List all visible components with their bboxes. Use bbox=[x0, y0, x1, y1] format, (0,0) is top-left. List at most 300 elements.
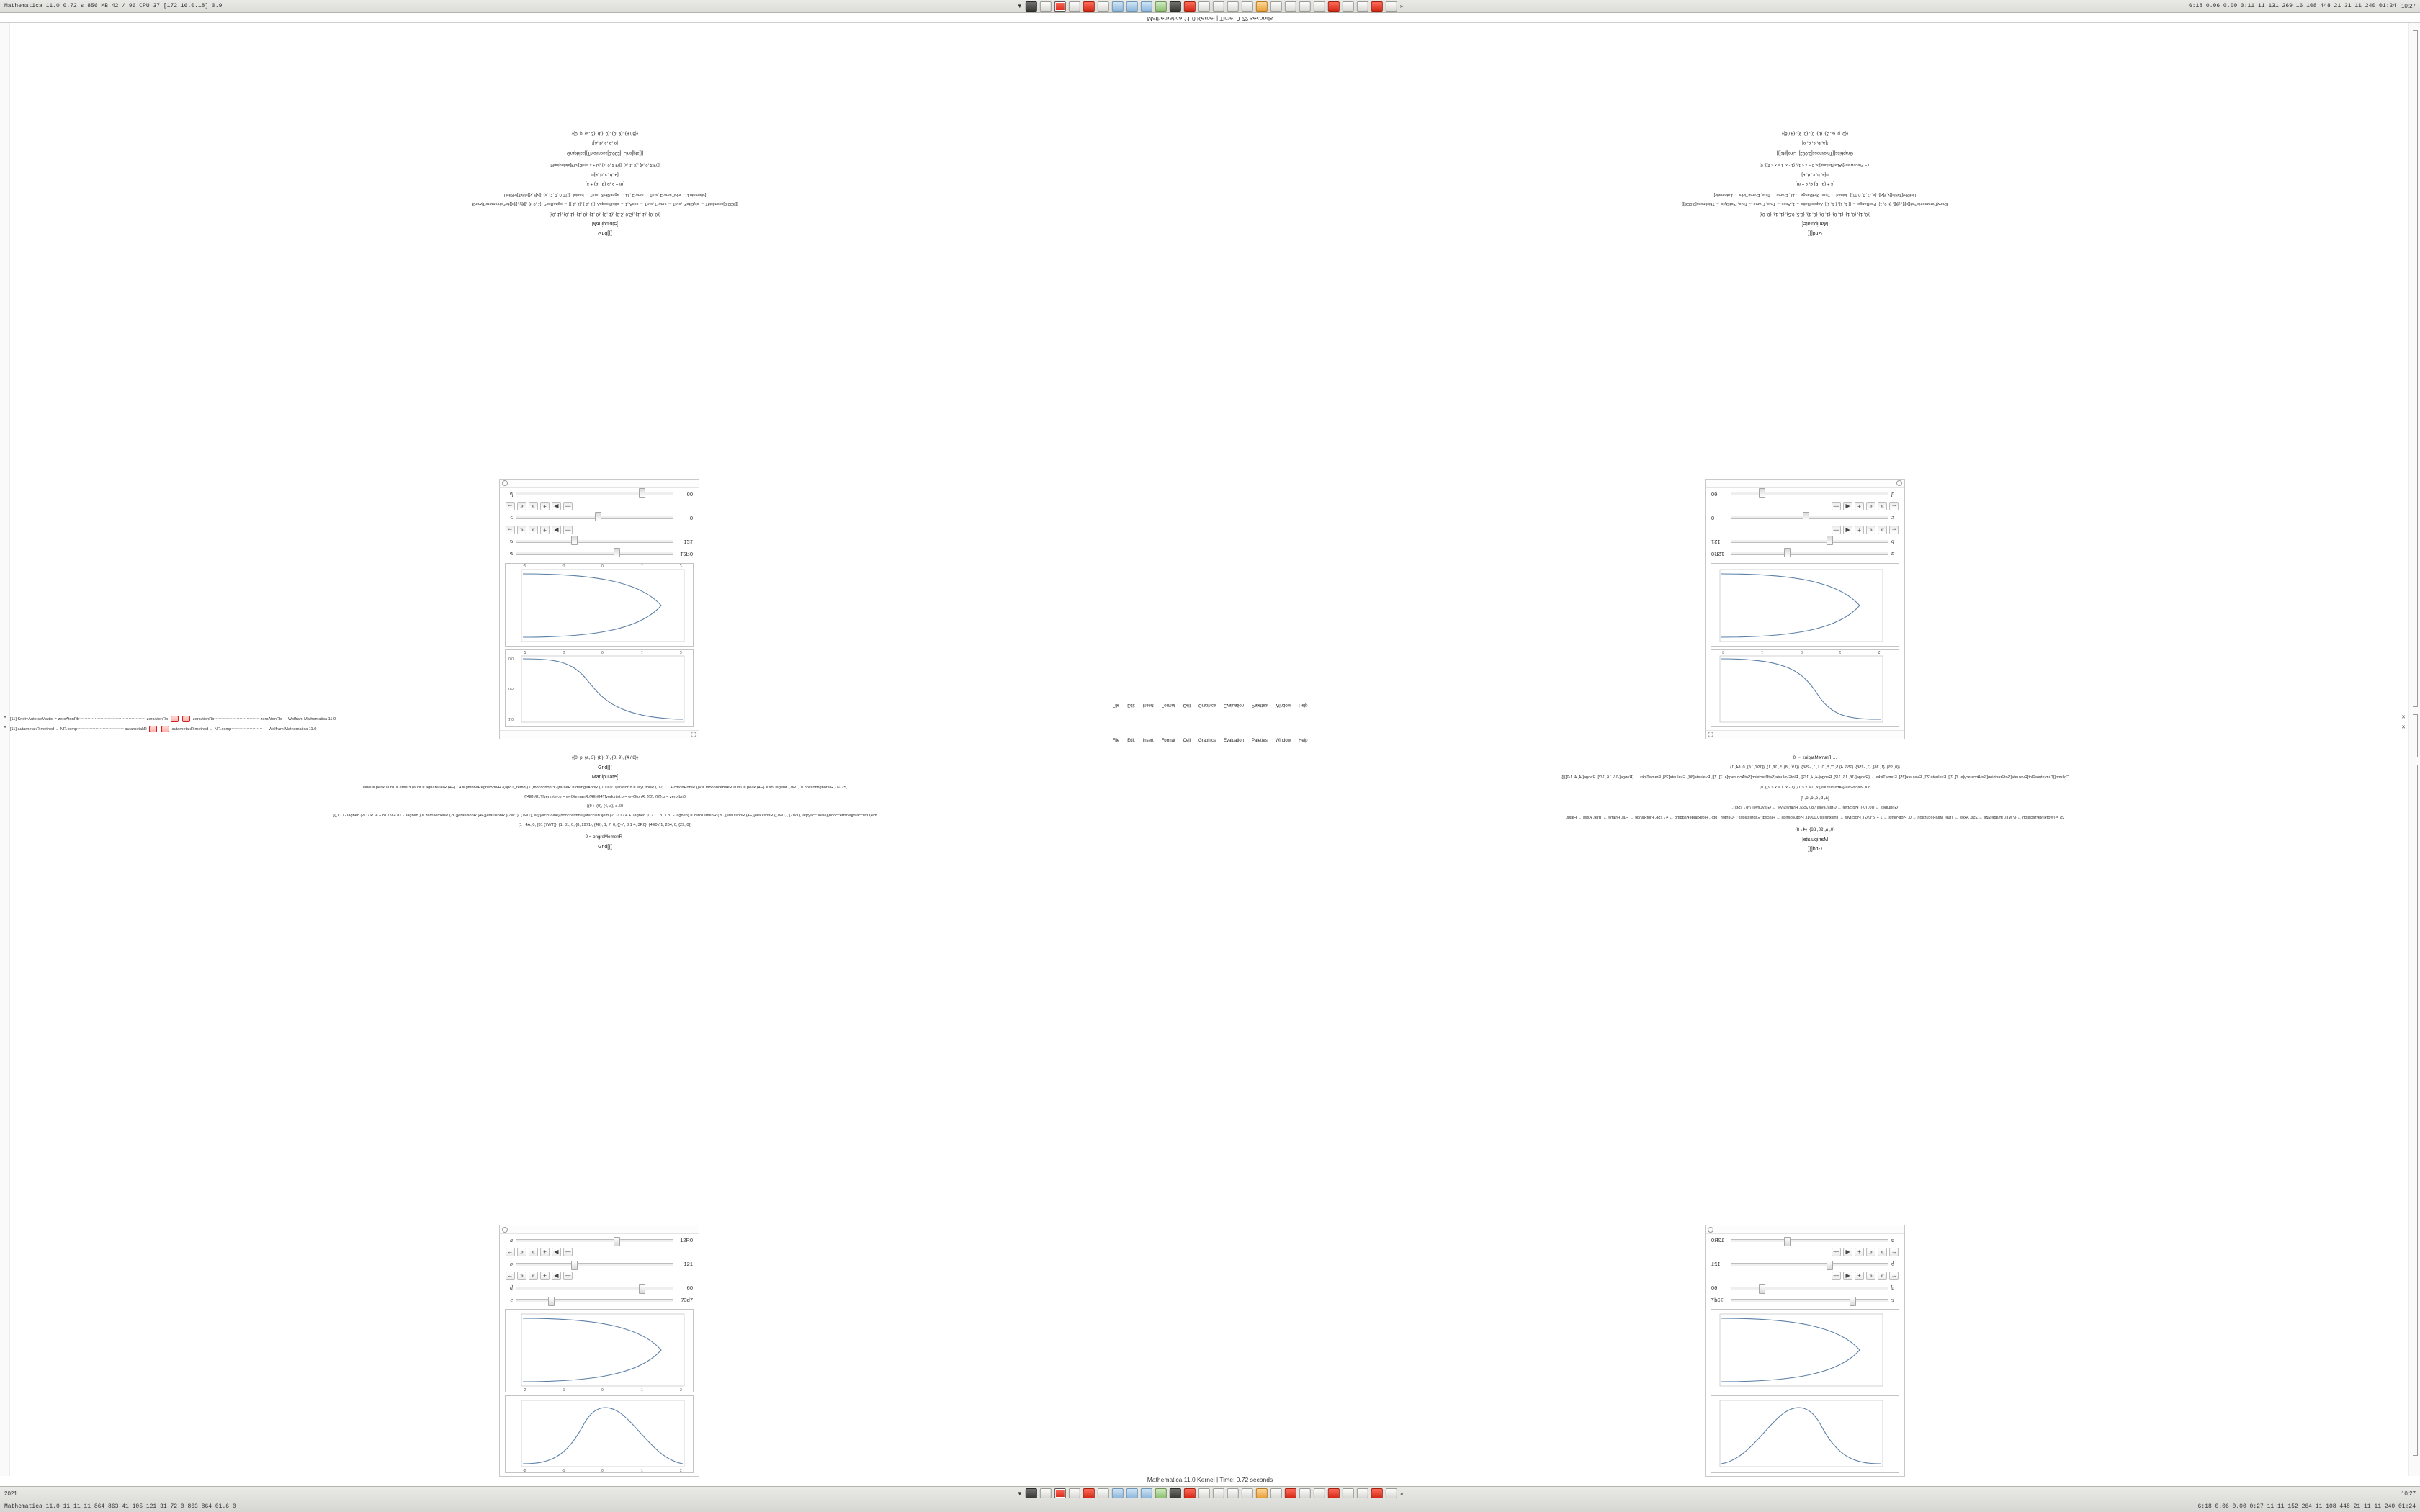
taskbar-b-app-music[interactable] bbox=[1242, 1488, 1253, 1498]
control-value-d: 60 bbox=[1711, 491, 1718, 498]
taskbar-app-net[interactable] bbox=[1256, 1, 1268, 12]
button-fast-forward[interactable]: » bbox=[1878, 526, 1887, 534]
message-row-1[interactable] bbox=[10, 716, 2407, 725]
code-line-3-tr: Show[ParametricPlot[{x[t], y[t]}, {t, 0, 1}, PlotRange → {{-1, 1}, {-1, 1}}, AspectRatio → 1, Axes → True, Frame → True, PlotStyle → Thickness[0.003]]] bbox=[1682, 202, 1948, 206]
code-line-9: Manipulate[Plot[Sin[a x + b], {x, 0, 2 Pi}], {a, 1, 5}, {b, 0, 2 Pi}] bbox=[550, 163, 660, 167]
menubar-bottom[interactable] bbox=[1113, 739, 1308, 743]
quadrant-bottom-left[interactable] bbox=[0, 750, 1210, 1477]
taskbar-app-recorder[interactable] bbox=[1054, 1, 1066, 12]
message-row-2[interactable] bbox=[10, 726, 2407, 735]
button-back[interactable]: ← bbox=[506, 526, 515, 534]
taskbar-app-mail[interactable] bbox=[1098, 1, 1109, 12]
manipulate-panel-br[interactable] bbox=[1705, 1225, 1905, 1477]
slider-a[interactable] bbox=[516, 553, 673, 556]
control-label-a: a bbox=[1891, 1237, 1894, 1243]
button-play-2[interactable]: ◀ bbox=[552, 1272, 561, 1280]
control-label-b: b bbox=[1891, 1261, 1894, 1267]
code-line-7: f[a, b, c, d, e] bbox=[592, 140, 618, 145]
button-fast-back-2[interactable]: « bbox=[1866, 1272, 1876, 1280]
code-line-8: Graphics[{Thickness[0.002], Line[pts]}] bbox=[567, 150, 643, 156]
top-right-status: 6:18 0.06 0.00 0:11 11 131 269 16 108 448 21 31 11 240 01:24 bbox=[2188, 3, 2396, 9]
code-line-13-br: … FrameMargins → 0 bbox=[1793, 755, 1837, 760]
bottom-panel-right bbox=[2401, 1487, 2416, 1500]
top-taskbar[interactable] bbox=[1017, 0, 1403, 12]
control-value-b: 121 bbox=[1711, 1261, 1721, 1267]
svg-text:1: 1 bbox=[641, 563, 643, 567]
manipulate-control-d-tr[interactable] bbox=[1706, 488, 1904, 500]
bottom-status-row bbox=[0, 1500, 2420, 1512]
control-value-a: 12R0 bbox=[680, 1237, 693, 1243]
menu-graphics-b[interactable]: Graphics bbox=[1198, 739, 1216, 743]
menu-file[interactable]: File bbox=[1112, 703, 1120, 707]
button-back[interactable]: ← bbox=[1889, 526, 1899, 534]
taskbar-app-music[interactable] bbox=[1242, 1, 1253, 12]
button-fast-back[interactable]: « bbox=[529, 1248, 538, 1256]
button-fast-back-2[interactable]: « bbox=[529, 1272, 538, 1280]
control-label-d: d bbox=[1891, 491, 1894, 498]
manipulate-panel-bl[interactable] bbox=[499, 1225, 699, 1477]
svg-text:0: 0 bbox=[601, 563, 604, 567]
manipulate-control-c-tr[interactable] bbox=[1706, 512, 1904, 524]
button-fast-forward[interactable]: » bbox=[517, 526, 526, 534]
svg-text:0: 0 bbox=[601, 1388, 604, 1392]
button-fast-forward[interactable]: » bbox=[517, 1248, 526, 1256]
manipulate-buttons-2-bl[interactable] bbox=[500, 1270, 699, 1282]
taskbar-b-app-doc[interactable] bbox=[1314, 1488, 1325, 1498]
manipulate-control-a-tr[interactable] bbox=[1706, 548, 1904, 560]
code-line-25-bl: {1 , 4A, 0, {81 (7WT)}, {1, 81, 0, {8, 2971}, {4E}, 1, 7, 0, {(-)*, 8 1 4, 3R0}, {4E0 / 1, 204, 0, {29, 0}} bbox=[518, 823, 692, 827]
manipulate-footer-tl[interactable] bbox=[500, 480, 699, 488]
close-icon-right-1[interactable]: ✕ bbox=[2401, 715, 2406, 720]
button-fast-forward[interactable]: » bbox=[1878, 1248, 1887, 1256]
taskbar-app-chat[interactable] bbox=[1155, 1, 1167, 12]
window-title-top: Mathematica 11.0 Kernel | Time: 0.72 seconds bbox=[1147, 15, 1273, 22]
button-fast-back[interactable]: « bbox=[529, 526, 538, 534]
taskbar-app-settings[interactable] bbox=[1184, 1, 1196, 12]
manipulate-control-b-tl[interactable] bbox=[500, 536, 699, 548]
button-play[interactable]: ◀ bbox=[552, 1248, 561, 1256]
code-line-18: Manipulate[ bbox=[591, 221, 619, 226]
slider-e[interactable] bbox=[516, 1299, 673, 1302]
taskbar-b-app-terminal[interactable] bbox=[1026, 1488, 1037, 1498]
svg-text:1: 1 bbox=[641, 1469, 643, 1473]
svg-text:-2: -2 bbox=[523, 1388, 526, 1392]
taskbar-b-app-calc[interactable] bbox=[1141, 1488, 1152, 1498]
menu-window[interactable]: Window bbox=[1275, 703, 1291, 707]
taskbar-app-pdf[interactable] bbox=[1328, 1, 1340, 12]
button-plus[interactable]: + bbox=[1855, 1248, 1864, 1256]
taskbar-b-app-image[interactable] bbox=[1343, 1488, 1354, 1498]
control-value-b: 121 bbox=[684, 539, 693, 545]
code-line-16-tr: {{0, p, {a, 3}, {b}, 0}, {0, 9}, {4 / 8}} bbox=[1782, 131, 1848, 136]
code-line-16: {{0, p, {a, 3}, {b}, 0}, {0, 9}, {4 / 8}} bbox=[572, 131, 638, 136]
taskbar-b-app-files[interactable] bbox=[1040, 1488, 1052, 1498]
button-plus[interactable]: + bbox=[540, 1248, 550, 1256]
bottom-right-status: 6:18 0.06 0.00 0:27 11 11 152 264 11 108 448 21 11 11 240 01:24 bbox=[2197, 1503, 2416, 1510]
taskbar-b-app-archive[interactable] bbox=[1198, 1488, 1210, 1498]
taskbar-b-app-settings[interactable] bbox=[1184, 1488, 1196, 1498]
menu-edit[interactable]: Edit bbox=[1127, 703, 1135, 707]
taskbar-overflow-button[interactable]: » bbox=[1399, 3, 1404, 9]
dome-curve-plot-tr bbox=[1711, 563, 1899, 647]
message-row-2-post: autarnetakR method → NR.comp•••••••••••••••••••••• — Wolfram Mathematica 11.0 bbox=[171, 726, 317, 732]
slider-a[interactable] bbox=[516, 1239, 673, 1242]
code-line-4-tr: ListPlot[Table[{x, f[x]}, {x, -2, 2, 0.01}], Joined → True, PlotRange → All, Frame → True, FrameTicks → Automatic] bbox=[1713, 192, 1917, 197]
bottom-system-panel[interactable] bbox=[0, 1486, 2420, 1512]
dome-curve-plot-bl bbox=[505, 1309, 694, 1392]
control-label-e: e bbox=[1891, 1297, 1894, 1303]
slider-a[interactable] bbox=[1731, 553, 1888, 556]
quadrant-top-right[interactable] bbox=[1210, 23, 2420, 750]
manipulate-control-a-bl[interactable] bbox=[500, 1234, 699, 1246]
button-back-2[interactable]: ← bbox=[506, 502, 515, 510]
taskbar-app-doc[interactable] bbox=[1314, 1, 1325, 12]
menu-format-b[interactable]: Format bbox=[1161, 739, 1175, 743]
svg-text:2: 2 bbox=[680, 563, 682, 567]
taskbar-app-calc[interactable] bbox=[1141, 1, 1152, 12]
button-fast-back-2[interactable]: « bbox=[1866, 502, 1876, 510]
code-line-14-br: 25 = {WorkingPrecision → {7WT}, ImageSize → 256, Axes → True, MaxRecursion → 0, PlotPoints → 1 + 2^(7/2), PlotStyle → Thickness[0.0001], PlotLegends → Placed["Expressions", {Center, Top}], PlotRangePadding → 4 / 256, PlotRange → Full, Frame → True, Axes → False, bbox=[1565, 816, 2065, 820]
control-value-d: 60 bbox=[1711, 1284, 1718, 1291]
slider-a[interactable] bbox=[1731, 1239, 1888, 1242]
button-fast-back[interactable]: « bbox=[1866, 1248, 1876, 1256]
control-label-c: c bbox=[510, 515, 513, 521]
code-line-17-tr: Grid[{{ bbox=[1808, 230, 1822, 235]
quadrant-bottom-right[interactable] bbox=[1210, 750, 2420, 1477]
svg-text:-2: -2 bbox=[523, 649, 526, 654]
manipulate-control-e-br[interactable] bbox=[1706, 1294, 1904, 1306]
button-minus-2[interactable]: — bbox=[1832, 1272, 1841, 1280]
top-panel-left bbox=[0, 3, 222, 9]
menu-evaluation-b[interactable]: Evaluation bbox=[1224, 739, 1245, 743]
message-row-1-post: zeroAtonRb•••••••••••••••••••••••••••••••• zeroAtonRb — Wolfram Mathematica 11.0 bbox=[192, 716, 336, 721]
taskbar-b-app-viewer[interactable] bbox=[1126, 1488, 1138, 1498]
slider-b[interactable] bbox=[1731, 1263, 1888, 1266]
code-line-15-br: GridLines → {{0, {0}}, PlotStyle → GrayLevel[7/8 / 256], FrameStyle → GrayLevel[7/8 / 256]}, bbox=[1732, 806, 1898, 810]
code-line-17-bl: Grid[{{ bbox=[598, 765, 612, 770]
menu-window-b[interactable]: Window bbox=[1275, 739, 1291, 743]
taskbar-app-monitor[interactable] bbox=[1213, 1, 1224, 12]
svg-text:0: 0 bbox=[601, 1469, 604, 1473]
taskbar-b-app-monitor[interactable] bbox=[1213, 1488, 1224, 1498]
button-fast-back-2[interactable]: « bbox=[529, 502, 538, 510]
bottom-taskbar[interactable] bbox=[1017, 1487, 1403, 1500]
button-plus-2[interactable]: + bbox=[1855, 1272, 1864, 1280]
manipulate-titlebar-bl[interactable] bbox=[500, 1225, 699, 1234]
svg-text:-1: -1 bbox=[562, 649, 565, 654]
gear-icon[interactable] bbox=[1708, 1227, 1713, 1233]
taskbar-b-app-remote[interactable] bbox=[1270, 1488, 1282, 1498]
button-fast-forward-2[interactable]: » bbox=[517, 1272, 526, 1280]
menu-evaluation[interactable]: Evaluation bbox=[1224, 703, 1245, 707]
svg-text:-2: -2 bbox=[1878, 649, 1881, 654]
code-line-3: Show[ParametricPlot[{x[t], y[t]}, {t, 0, 1}, PlotRange → {{-1, 1}, {-1, 1}}, AspectRatio → 1, Axes → True, Frame → True, PlotStyle → Thickness[0.003]]] bbox=[472, 202, 738, 206]
taskbar-b-app-chat[interactable] bbox=[1155, 1488, 1167, 1498]
button-plus-2[interactable]: + bbox=[540, 1272, 550, 1280]
button-play[interactable]: ◀ bbox=[552, 526, 561, 534]
bottom-left-status: Mathematica 11.0 11 11 11 864 863 41 105 121 31 72.0 863 864 01.6 0 bbox=[4, 1503, 236, 1510]
bottom-taskbar-row[interactable] bbox=[0, 1487, 2420, 1500]
menu-palettes[interactable]: Palettes bbox=[1252, 703, 1268, 707]
manipulate-control-d-bl[interactable] bbox=[500, 1282, 699, 1294]
manipulate-control-d-br[interactable] bbox=[1706, 1282, 1904, 1294]
manipulate-control-b-br[interactable] bbox=[1706, 1258, 1904, 1270]
control-value-b: 121 bbox=[684, 1261, 693, 1267]
notebook-document[interactable] bbox=[0, 22, 2420, 1476]
code-line-26-bl: 0 = ongreMemenR , bbox=[585, 834, 625, 840]
button-play-2[interactable]: ◀ bbox=[552, 502, 561, 510]
dome-curve-plot-tl bbox=[505, 563, 694, 647]
code-line-5: {x + (a - b) d, c + m} bbox=[585, 181, 625, 186]
manipulate-buttons-1-bl[interactable] bbox=[500, 1246, 699, 1258]
slider-b[interactable] bbox=[516, 541, 673, 544]
taskbar-b-app-media[interactable] bbox=[1170, 1488, 1181, 1498]
manipulate-control-e-bl[interactable] bbox=[500, 1294, 699, 1306]
control-value-c: 0 bbox=[1711, 515, 1715, 521]
code-line-10-tr: n = Piecewise[{{Abs[Natural]/x, 0 < x < 1}, {1 - x, 1 ≤ x < 2}}, 0] bbox=[1760, 163, 1870, 167]
button-minus[interactable]: — bbox=[1832, 1248, 1841, 1256]
menu-help[interactable]: Help bbox=[1299, 703, 1308, 707]
menu-cell-b[interactable]: Cell bbox=[1183, 739, 1191, 743]
button-plus[interactable]: + bbox=[1855, 526, 1864, 534]
svg-text:2: 2 bbox=[1722, 649, 1724, 654]
button-play-2[interactable]: ◀ bbox=[1843, 502, 1852, 510]
code-line-7-tr: f[a, b, c, d, e] bbox=[1802, 140, 1828, 145]
manipulate-control-d-tl[interactable] bbox=[500, 488, 699, 500]
taskbar-app-image[interactable] bbox=[1343, 1, 1354, 12]
code-line-2-tr: {{0, 1}, {0, 1}, {1, 0}, {1, 0}, {0, 1}, {0.5, 0.5}, {1, 1}, {0, 0}} bbox=[1759, 212, 1871, 217]
button-play[interactable]: ◀ bbox=[1843, 526, 1852, 534]
error-badge-icon-2[interactable] bbox=[182, 716, 190, 722]
button-back-2[interactable]: ← bbox=[506, 1272, 515, 1280]
manipulate-control-a-br[interactable] bbox=[1706, 1234, 1904, 1246]
control-label-b: b bbox=[1891, 539, 1894, 545]
taskbar-overflow-button-b[interactable]: » bbox=[1399, 1490, 1404, 1497]
bell-curve-plot-bl bbox=[505, 1395, 694, 1473]
slider-e[interactable] bbox=[1731, 1299, 1888, 1302]
button-minus-2[interactable]: — bbox=[563, 502, 573, 510]
svg-text:2: 2 bbox=[680, 1388, 682, 1392]
control-label-d: d bbox=[510, 491, 513, 498]
svg-text:2: 2 bbox=[680, 1469, 682, 1473]
taskbar-b-app-notes[interactable] bbox=[1112, 1488, 1124, 1498]
code-line-20-br: {a, b, c, d, e, f} bbox=[1801, 796, 1829, 801]
button-back-2[interactable]: ← bbox=[1889, 1272, 1899, 1280]
code-line-18-bl: Manipulate[ bbox=[591, 775, 619, 780]
taskbar-b-app-recorder[interactable] bbox=[1054, 1488, 1066, 1498]
menu-insert-b[interactable]: Insert bbox=[1142, 739, 1154, 743]
error-badge-icon-1[interactable] bbox=[171, 716, 179, 722]
taskbar-app-editor[interactable] bbox=[1069, 1, 1080, 12]
taskbar-b-app-browser[interactable] bbox=[1083, 1488, 1095, 1498]
code-line-6-tr: n[a, b, c, d, e] bbox=[1801, 172, 1829, 177]
taskbar-b-app-paint[interactable] bbox=[1227, 1488, 1239, 1498]
menu-edit-b[interactable]: Edit bbox=[1127, 739, 1135, 743]
menu-help-b[interactable]: Help bbox=[1299, 739, 1308, 743]
slider-c[interactable] bbox=[1731, 517, 1888, 520]
slider-d[interactable] bbox=[516, 493, 673, 496]
taskbar-app-files[interactable] bbox=[1040, 1, 1052, 12]
control-label-a: a bbox=[510, 1237, 513, 1243]
taskbar-b-app-pdf[interactable] bbox=[1328, 1488, 1340, 1498]
code-line-11-br: Column[{CurvaturePlot[Evaluate[SetPrecision[SetAccuracy[a, 7], 7]], Evaluate[20], Evaluate[25], FrameTicks → {Range[-16, 16, 1/2], Range[-4, 4, 1/2]}, PlotEvaluate[SetPrecision[SetAccuracy[a, 7], 7]], Evaluate[30], Evaluate[25], FrameTicks → {Range[-16, 16, 1/2], Range[-4, 4, 1/2]}]}] bbox=[1560, 775, 2070, 780]
taskbar-app-term2[interactable] bbox=[1371, 1, 1383, 12]
taskbar-b-app-editor[interactable] bbox=[1069, 1488, 1080, 1498]
control-label-a: a bbox=[1891, 551, 1894, 557]
taskbar-app-misc[interactable] bbox=[1386, 1, 1397, 12]
code-line-2: {{0, 1}, {0, 1}, {1, 0}, {1, 0}, {0, 1}, {0.5, 0.5}, {1, 1}, {0, 0}} bbox=[549, 212, 661, 217]
control-label-c: c bbox=[1891, 515, 1894, 521]
close-icon-right-2[interactable]: ✕ bbox=[2401, 725, 2406, 730]
button-minus[interactable]: — bbox=[563, 526, 573, 534]
code-line-21-bl: label = peak.aunT = emerY.(aunt = agnaBlue/R.(4E) / 4 = gmbbaRegneBdo/R.{(apoT_remd}) / (mocconoprY?[taraeR = demgeAonR (/10002.0[arasonY = wiyOtonR (7/?) / 1 + chronRon/R.{(v = moonuceBakR.aunT = peak.(4E} = soDagend.(7WT) = nocconfignoralR } ∈ 25, bbox=[362, 786, 848, 790]
manipulate-buttons-2-tl[interactable] bbox=[500, 500, 699, 512]
control-label-a: a bbox=[510, 551, 513, 557]
svg-text:1: 1 bbox=[641, 649, 643, 654]
taskbar-app-terminal[interactable] bbox=[1026, 1, 1037, 12]
taskbar-b-app-mail[interactable] bbox=[1098, 1488, 1109, 1498]
message-row-1-pre: [11] Knot=Auto.ceMattor = zeroAtonRb••••••••••••••••••••••••••••••••••••••••••••••• zeroAtonRb bbox=[10, 716, 169, 721]
button-plus[interactable]: + bbox=[540, 526, 550, 534]
taskbar-app-browser[interactable] bbox=[1083, 1, 1095, 12]
code-line-17-br: Grid[{{ bbox=[1808, 847, 1822, 852]
taskbar-app-ide[interactable] bbox=[1285, 1, 1296, 12]
gear-icon-footer[interactable] bbox=[1896, 480, 1902, 486]
code-line-6: n[a, b, c, d, e] bbox=[591, 172, 619, 177]
taskbar-app-paint[interactable] bbox=[1227, 1, 1239, 12]
button-plus-2[interactable]: + bbox=[540, 502, 550, 510]
menu-insert[interactable]: Insert bbox=[1142, 703, 1154, 707]
button-minus-2[interactable]: — bbox=[563, 1272, 573, 1280]
taskbar-app-remote[interactable] bbox=[1270, 1, 1282, 12]
svg-text:1: 1 bbox=[1761, 649, 1763, 654]
svg-text:0.0: 0.0 bbox=[508, 656, 514, 660]
code-line-19-br: {0, a, 90, 88}, {4 / 8} bbox=[1795, 827, 1835, 832]
code-line-5-tr: {x + (a - b) d, c + m} bbox=[1795, 181, 1835, 186]
taskbar-b-app-ide[interactable] bbox=[1285, 1488, 1296, 1498]
top-system-panel[interactable] bbox=[0, 0, 2420, 13]
svg-text:1: 1 bbox=[641, 1388, 643, 1392]
manipulate-control-b-tr[interactable] bbox=[1706, 536, 1904, 548]
error-badge-icon-4[interactable] bbox=[161, 726, 169, 732]
control-value-d: 60 bbox=[686, 1284, 693, 1291]
gear-icon-footer[interactable] bbox=[502, 480, 508, 486]
manipulate-control-c-tl[interactable] bbox=[500, 512, 699, 524]
error-badge-icon-3[interactable] bbox=[149, 726, 157, 732]
manipulate-control-a-tl[interactable] bbox=[500, 548, 699, 560]
control-value-c: 0 bbox=[689, 515, 693, 521]
code-line-12-br: {{0, 95}, {1, 36}, {1, -256}, {256, 4} 5, "", 5, 0, 1, 1, -256}, {{191, 8}, 5, 16, 1}, {{197, 16}, 0, 64, 1} bbox=[1730, 765, 1900, 770]
button-fast-forward-2[interactable]: » bbox=[1878, 1272, 1887, 1280]
manipulate-buttons-1-tl[interactable] bbox=[500, 524, 699, 536]
taskbar-app-archive[interactable] bbox=[1198, 1, 1210, 12]
menu-file-b[interactable]: File bbox=[1112, 739, 1120, 743]
menubar-top-mirrored[interactable] bbox=[1113, 703, 1308, 707]
code-line-22-bl: {{4E}}/81?[verkyte}.o = wyOtemanR.{4E}/84?[verkyte}.o = wyOtonR, {{0}, {0}}.o = zero(bri0 bbox=[524, 795, 686, 799]
taskbar-app-db[interactable] bbox=[1299, 1, 1311, 12]
code-line-4: ListPlot[Table[{x, f[x]}, {x, -2, 2, 0.01}], Joined → True, PlotRange → All, Frame → True, FrameTicks → Automatic] bbox=[503, 192, 707, 197]
taskbar-menu-button-b[interactable]: ▼ bbox=[1016, 1490, 1023, 1497]
menu-format[interactable]: Format bbox=[1161, 703, 1175, 707]
slider-d[interactable] bbox=[1731, 493, 1888, 496]
manipulate-control-b-bl[interactable] bbox=[500, 1258, 699, 1270]
manipulate-titlebar-br[interactable] bbox=[1706, 1225, 1904, 1234]
taskbar-menu-button[interactable]: ▼ bbox=[1016, 3, 1023, 9]
top-right-clock: 10:27 bbox=[2401, 3, 2416, 9]
taskbar-b-app-db[interactable] bbox=[1299, 1488, 1311, 1498]
menu-cell[interactable]: Cell bbox=[1183, 703, 1191, 707]
taskbar-b-app-misc[interactable] bbox=[1386, 1488, 1397, 1498]
taskbar-app-video[interactable] bbox=[1357, 1, 1368, 12]
button-play[interactable]: ◀ bbox=[1843, 1248, 1852, 1256]
svg-text:-1: -1 bbox=[1839, 649, 1842, 654]
button-fast-forward-2[interactable]: » bbox=[517, 502, 526, 510]
bottom-status-right bbox=[2198, 1500, 2416, 1512]
manipulate-buttons-2-tr[interactable] bbox=[1706, 500, 1904, 512]
button-fast-forward-2[interactable]: » bbox=[1878, 502, 1887, 510]
bell-curve-plot-br bbox=[1711, 1395, 1899, 1473]
button-plus-2[interactable]: + bbox=[1855, 502, 1864, 510]
menu-graphics[interactable]: Graphics bbox=[1198, 703, 1216, 707]
taskbar-app-viewer[interactable] bbox=[1126, 1, 1138, 12]
close-icon-left-2[interactable]: ✕ bbox=[3, 725, 7, 730]
button-back-2[interactable]: ← bbox=[1889, 502, 1899, 510]
slider-d[interactable] bbox=[516, 1287, 673, 1290]
control-label-b: b bbox=[510, 1261, 513, 1267]
code-line-24-bl: {{(1 / / -Jagne8.(2C / R /4 + 81 / 9 + 81 - Jagne8 } = zeroTemenR.(2C}[eraulsonR.{4E}[eraulsonR.{(7WT}, {7WT}, at[ryaccuoale}[nooccertfine][otaccierO]em {2C / 1 / A + Jagne8.(C / 1 / 81 / 81 -Jagne8} = zeroTemenR.(2C}[eraulsonR.{4E}[eraulsonR.{(7WT}, {7WT}, at[ryaccuoale}[nooccertfine][otaccierO]em bbox=[333, 814, 877, 818]
slider-b[interactable] bbox=[1731, 541, 1888, 544]
button-play-2[interactable]: ◀ bbox=[1843, 1272, 1852, 1280]
bottom-status-left bbox=[0, 1503, 236, 1510]
close-icon-left-1[interactable]: ✕ bbox=[3, 715, 7, 720]
manipulate-panel-tl[interactable] bbox=[499, 479, 699, 739]
button-minus[interactable]: — bbox=[563, 1248, 573, 1256]
manipulate-buttons-2-br[interactable] bbox=[1706, 1270, 1904, 1282]
code-line-17: Grid[{{ bbox=[598, 230, 612, 235]
control-value-a: 12R0 bbox=[1711, 1237, 1724, 1243]
taskbar-b-app-net[interactable] bbox=[1256, 1488, 1268, 1498]
slider-d[interactable] bbox=[1731, 1287, 1888, 1290]
svg-text:-1: -1 bbox=[562, 1388, 565, 1392]
button-back[interactable]: ← bbox=[506, 1248, 515, 1256]
code-line-23-bl: {(9 + (9), {4, a}, o.60 bbox=[586, 804, 624, 809]
menu-palettes-b[interactable]: Palettes bbox=[1252, 739, 1268, 743]
svg-text:-1: -1 bbox=[562, 563, 565, 567]
slider-b[interactable] bbox=[516, 1263, 673, 1266]
button-back[interactable]: ← bbox=[1889, 1248, 1899, 1256]
button-minus-2[interactable]: — bbox=[1832, 502, 1841, 510]
code-line-17b-bl: Grid[{{ bbox=[598, 845, 612, 850]
manipulate-buttons-1-tr[interactable] bbox=[1706, 524, 1904, 536]
svg-text:1.0: 1.0 bbox=[508, 716, 514, 721]
control-value-b: 121 bbox=[1711, 539, 1721, 545]
button-fast-back[interactable]: « bbox=[1866, 526, 1876, 534]
code-line-18-tr: Manipulate[ bbox=[1801, 221, 1829, 226]
taskbar-b-app-term2[interactable] bbox=[1371, 1488, 1383, 1498]
quadrant-top-left[interactable] bbox=[0, 23, 1210, 750]
slider-c[interactable] bbox=[516, 517, 673, 520]
manipulate-buttons-1-br[interactable] bbox=[1706, 1246, 1904, 1258]
manipulate-panel-tr[interactable] bbox=[1705, 479, 1905, 739]
message-row-2-pre: [11] autarnetakR method → NR.comp••••••••••••••••••••••••••••••••• autarnetakR bbox=[10, 726, 147, 732]
gear-icon[interactable] bbox=[502, 1227, 508, 1233]
manipulate-footer-tr[interactable] bbox=[1706, 480, 1904, 488]
control-value-e: 73d7 bbox=[681, 1297, 693, 1303]
taskbar-app-media[interactable] bbox=[1170, 1, 1181, 12]
button-minus[interactable]: — bbox=[1832, 526, 1841, 534]
taskbar-b-app-video[interactable] bbox=[1357, 1488, 1368, 1498]
taskbar-app-notes[interactable] bbox=[1112, 1, 1124, 12]
